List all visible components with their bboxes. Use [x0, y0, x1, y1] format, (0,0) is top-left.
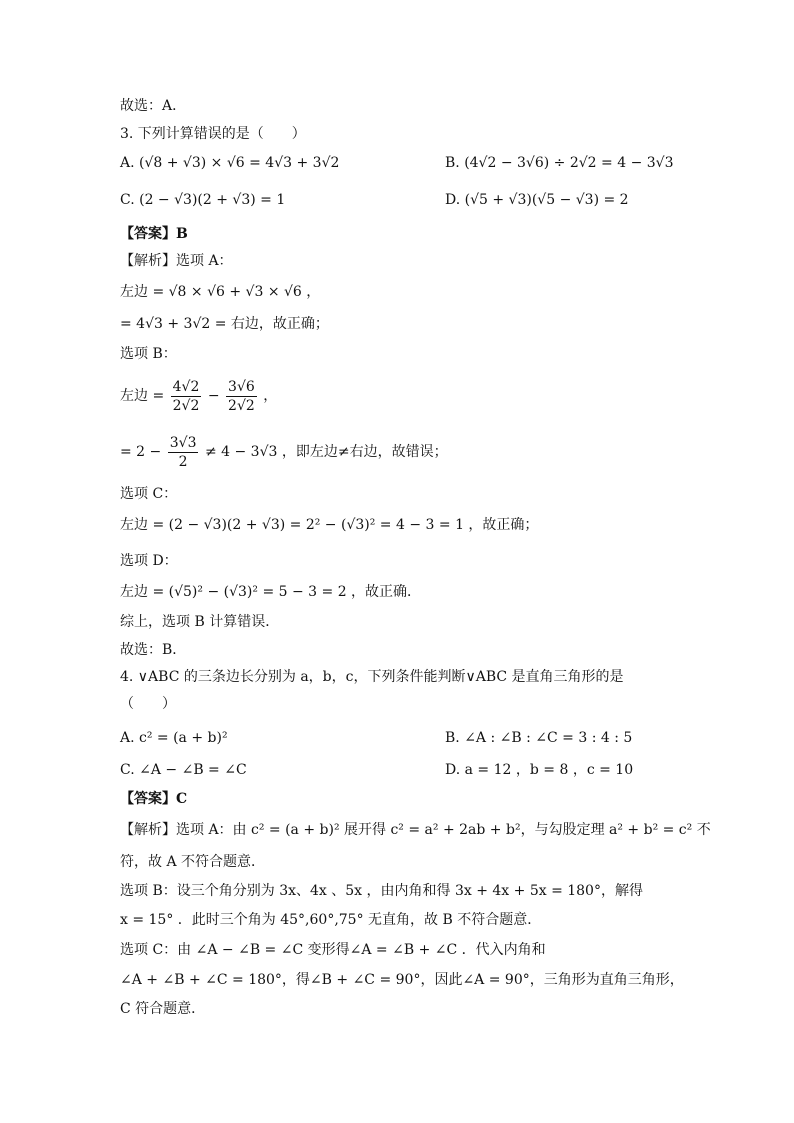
q4-analysis-line: C 符合题意．: [120, 1001, 206, 1017]
q3-fraction-line: [120, 376, 277, 416]
question-4-title: 4. ∨ABC 的三条边长分别为 a，b，c，下列条件能判断∨ABC 是直角三角形的是: [120, 669, 624, 685]
q3-option-c: C. (2 − √3)(2 + √3) = 1: [120, 192, 286, 208]
q3-analysis-heading: 【解析】选项 A：: [120, 253, 233, 269]
numerator: 3√3: [169, 434, 197, 451]
answer-choice-line: 故选：A．: [120, 98, 187, 114]
q3-analysis-line: = 4√3 + 3√2 = 右边，故正确；: [120, 316, 329, 332]
question-4-title-cont: （ ）: [120, 696, 176, 712]
q3-analysis-line: 选项 D：: [120, 553, 178, 569]
q4-option-a: A. c² = (a + b)²: [120, 730, 228, 746]
fraction: [171, 378, 202, 415]
question-3-title: 3. 下列计算错误的是（ ）: [120, 126, 306, 142]
q4-analysis-line: 符，故 A 不符合题意．: [120, 854, 266, 870]
q4-analysis-line: 【解析】选项 A：由 c² = (a + b)² 展开得 c² = a² + 2ab + b²，与勾股定理 a² + b² = c² 不: [120, 822, 711, 838]
denominator: 2: [178, 453, 188, 470]
fraction: [226, 378, 257, 415]
q4-answer: 【答案】C: [120, 791, 188, 807]
math-text: ≠ 4 − 3√3 ，即左边≠右边，故错误；: [204, 444, 448, 460]
q4-analysis-line: 选项 C：由 ∠A − ∠B = ∠C 变形得∠A = ∠B + ∠C ．代入内角和: [120, 942, 546, 958]
q4-option-b: B. ∠A : ∠B : ∠C = 3 : 4 : 5: [445, 730, 633, 746]
math-text: ，: [263, 388, 278, 404]
q3-fraction-line: [120, 432, 448, 472]
q3-analysis-line: 故选：B．: [120, 642, 187, 658]
q3-option-a: A. (√8 + √3) × √6 = 4√3 + 3√2: [120, 155, 340, 171]
q3-analysis-line: 左边 = (√5)² − (√3)² = 5 − 3 = 2 ，故正确．: [120, 584, 422, 600]
q3-answer: 【答案】B: [120, 226, 188, 242]
q4-analysis-line: 选项 B：设三个角分别为 3x、4x 、5x ，由内角和得 3x + 4x + 5x = 180°，解得: [120, 883, 643, 899]
q3-analysis-line: 左边 = (2 − √3)(2 + √3) = 2² − (√3)² = 4 − 3 = 1 ，故正确；: [120, 517, 539, 533]
math-text: 左边 =: [120, 388, 165, 404]
q3-analysis-line: 左边 = √8 × √6 + √3 × √6 ，: [120, 284, 321, 300]
q3-option-b: B. (4√2 − 3√6) ÷ 2√2 = 4 − 3√3: [445, 155, 674, 171]
q3-analysis-line: 选项 B：: [120, 346, 177, 362]
math-text: −: [207, 388, 220, 404]
q4-analysis-line: ∠A + ∠B + ∠C = 180°，得∠B + ∠C = 90°，因此∠A = 90°，三角形为直角三角形，: [120, 972, 684, 988]
q3-analysis-line: 选项 C：: [120, 486, 178, 502]
numerator: 4√2: [172, 378, 200, 395]
denominator: 2√2: [172, 397, 200, 414]
q4-analysis-line: x = 15° ．此时三个角为 45°,60°,75° 无直角，故 B 不符合题意．: [120, 912, 542, 928]
fraction: [168, 434, 199, 471]
q4-option-c: C. ∠A − ∠B = ∠C: [120, 762, 247, 778]
q3-option-d: D. (√5 + √3)(√5 − √3) = 2: [445, 192, 629, 208]
numerator: 3√6: [228, 378, 255, 395]
q3-analysis-line: 综上，选项 B 计算错误．: [120, 614, 280, 630]
denominator: 2√2: [228, 397, 255, 414]
q4-option-d: D. a = 12 ，b = 8 ，c = 10: [445, 762, 634, 778]
math-text: = 2 −: [120, 444, 162, 460]
